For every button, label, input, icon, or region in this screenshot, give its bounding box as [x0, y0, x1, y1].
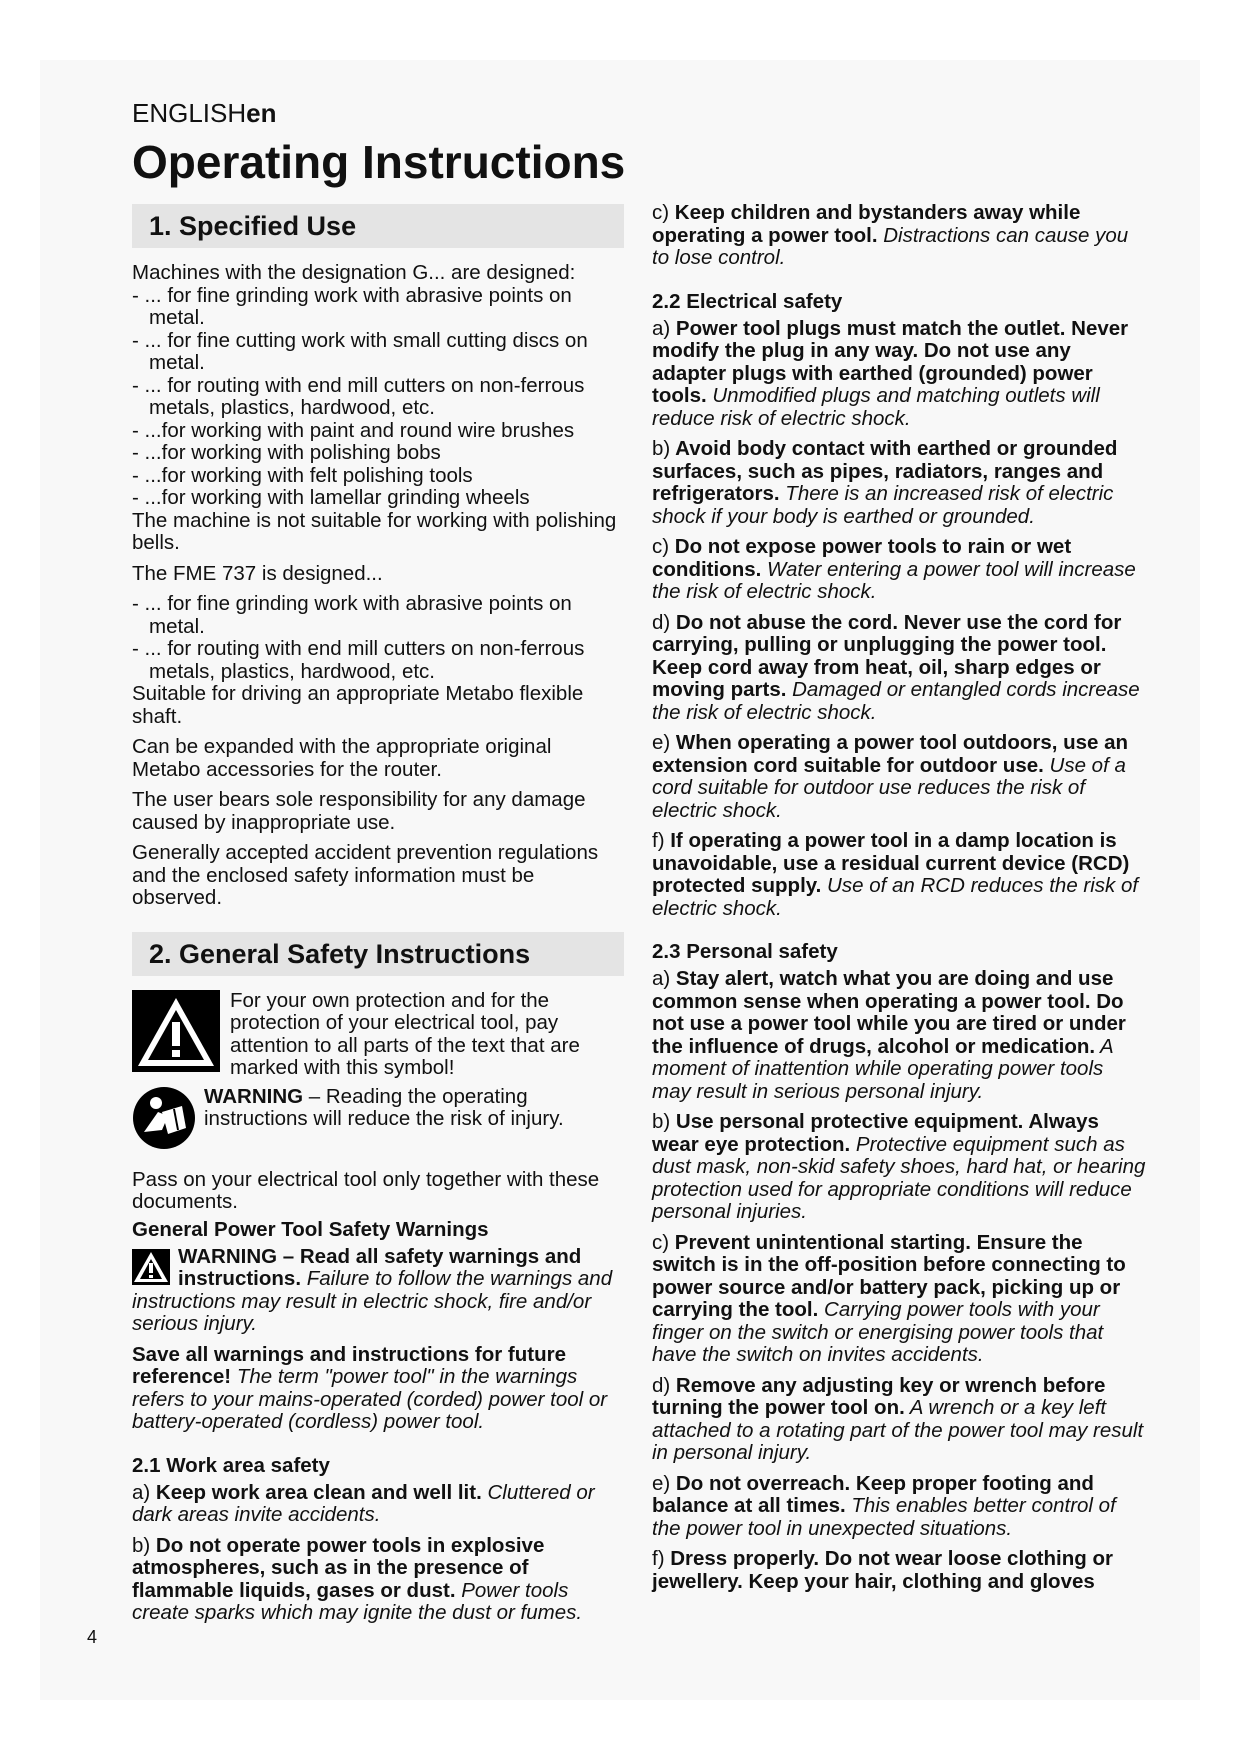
personal-item: a) Stay alert, watch what you are doing and use common sense when operating a power tool. Do not use a power tool while you are tired or under the influence of drugs, alcohol or medication. A moment of inattention while operating power tools may result in serious personal injury.: [652, 967, 1126, 1103]
list-item: - ...for working with felt polishing tools: [132, 465, 624, 488]
list-item: - ... for fine cutting work with small cutting discs on metal.: [132, 330, 624, 375]
specified-use-list: [132, 285, 624, 510]
responsibility-text: The user bears sole responsibility for any damage caused by inappropriate use.: [132, 788, 586, 834]
accessories-text: Can be expanded with the appropriate original Metabo accessories for the router.: [132, 735, 552, 781]
list-item: - ... for routing with end mill cutters on non-ferrous metals, plastics, hardwood, etc.: [132, 638, 624, 683]
section-heading-specified-use: 1. Specified Use: [132, 204, 624, 248]
list-item: - ... for fine grinding work with abrasive points on metal.: [132, 285, 624, 330]
read-all-warning: WARNING – Read all safety warnings and instructions. Failure to follow the warnings and instructions may result in electric shock, fire and/or serious injury.: [132, 1244, 613, 1335]
left-column: [132, 204, 624, 1633]
flexible-shaft-text: Suitable for driving an appropriate Metabo flexible shaft.: [132, 682, 584, 728]
specified-use-intro: Machines with the designation G... are designed:: [132, 261, 576, 284]
personal-item: e) Do not overreach. Keep proper footing and balance at all times. This enables better control of the power tool in unexpected situations.: [652, 1471, 1116, 1540]
page-title: Operating Instructions: [132, 136, 626, 188]
page-number: 4: [87, 1627, 98, 1647]
work-area-item: a) Keep work area clean and well lit. Cluttered or dark areas invite accidents.: [132, 1480, 595, 1526]
personal-item: f) Dress properly. Do not wear loose clothing or jewellery. Keep your hair, clothing and gloves: [652, 1547, 1113, 1593]
electrical-item: b) Avoid body contact with earthed or grounded surfaces, such as pipes, radiators, ranges and refrigerators. There is an increased risk of electric shock if your body is earthed or grounded.: [652, 437, 1118, 528]
language-label: ENGLISHen: [132, 98, 277, 128]
personal-item: d) Remove any adjusting key or wrench before turning the power tool on. A wrench or a key left attached to a rotating part of the power tool may result in personal injury.: [652, 1373, 1144, 1464]
fme-intro: The FME 737 is designed...: [132, 561, 383, 585]
read-instructions-text: WARNING – Reading the operating instructions will reduce the risk of injury.: [204, 1084, 564, 1130]
warning-triangle-icon: [132, 990, 220, 1077]
electrical-safety-heading: 2.2 Electrical safety: [652, 289, 843, 313]
page-header: [132, 96, 625, 190]
symbol-note-block: [132, 990, 624, 1080]
pass-on-text: Pass on your electrical tool only together with these documents.: [132, 1167, 600, 1213]
personal-safety-heading: 2.3 Personal safety: [652, 940, 838, 963]
right-column: [652, 202, 1146, 1601]
section-heading-general-safety: 2. General Safety Instructions: [132, 932, 624, 976]
list-item: - ... for fine grinding work with abrasive points on metal.: [132, 593, 624, 638]
work-area-item: b) Do not operate power tools in explosive atmospheres, such as in the presence of flammable liquids, gases or dust. Power tools create sparks which may ignite the dust or fumes.: [132, 1533, 583, 1624]
small-warning-icon: [132, 1249, 170, 1291]
electrical-item: d) Do not abuse the cord. Never use the cord for carrying, pulling or unplugging the power tool. Keep cord away from heat, oil, sharp edges or moving parts. Damaged or entangled cords increase the risk of electric shock.: [652, 610, 1140, 724]
regulations-text: Generally accepted accident prevention regulations and the enclosed safety information must be observed.: [132, 841, 599, 909]
work-area-safety-heading: 2.1 Work area safety: [132, 1453, 330, 1477]
read-manual-icon: [132, 1086, 196, 1155]
list-item: - ...for working with lamellar grinding wheels: [132, 487, 624, 510]
electrical-item: c) Do not expose power tools to rain or wet conditions. Water entering a power tool will increase the risk of electric shock.: [652, 535, 1136, 603]
save-warnings-text: Save all warnings and instructions for future reference! The term "power tool" in the warnings refers to your mains-operated (corded) power tool or battery-operated (cordless) power tool.: [132, 1342, 608, 1433]
fme-use-list: [132, 593, 624, 683]
read-instructions-block: [132, 1086, 624, 1155]
symbol-note-text: For your own protection and for the protection of your electrical tool, pay attention to all parts of the text that are marked with this symbol!: [230, 988, 580, 1079]
personal-item: b) Use personal protective equipment. Always wear eye protection. Protective equipment such as dust mask, non-skid safety shoes, hard hat, or hearing protection used for appropriate conditions will reduce personal injuries.: [652, 1110, 1146, 1223]
list-item: - ... for routing with end mill cutters on non-ferrous metals, plastics, hardwood, etc.: [132, 375, 624, 420]
personal-item: c) Prevent unintentional starting. Ensure the switch is in the off-position before connecting to power source and/or battery pack, picking up or carrying the tool. Carrying power tools with your finger on the switch or energising power tools that have the switch on invites accidents.: [652, 1230, 1126, 1366]
electrical-item: f) If operating a power tool in a damp location is unavoidable, use a residual current device (RCD) protected supply. Use of an RCD reduces the risk of electric shock.: [652, 829, 1139, 920]
list-item: - ...for working with paint and round wire brushes: [132, 420, 624, 443]
not-suitable-text: The machine is not suitable for working with polishing bells.: [132, 508, 617, 554]
electrical-item: a) Power tool plugs must match the outlet. Never modify the plug in any way. Do not use any adapter plugs with earthed (grounded) power tools. Unmodified plugs and matching outlets will reduce risk of electric shock.: [652, 316, 1129, 430]
list-item: - ...for working with polishing bobs: [132, 442, 624, 465]
general-warnings-heading: General Power Tool Safety Warnings: [132, 1217, 489, 1241]
work-area-item: c) Keep children and bystanders away while operating a power tool. Distractions can cause you to lose control.: [652, 201, 1129, 269]
electrical-item: e) When operating a power tool outdoors, use an extension cord suitable for outdoor use. Use of a cord suitable for outdoor use reduces the risk of electric shock.: [652, 731, 1129, 822]
